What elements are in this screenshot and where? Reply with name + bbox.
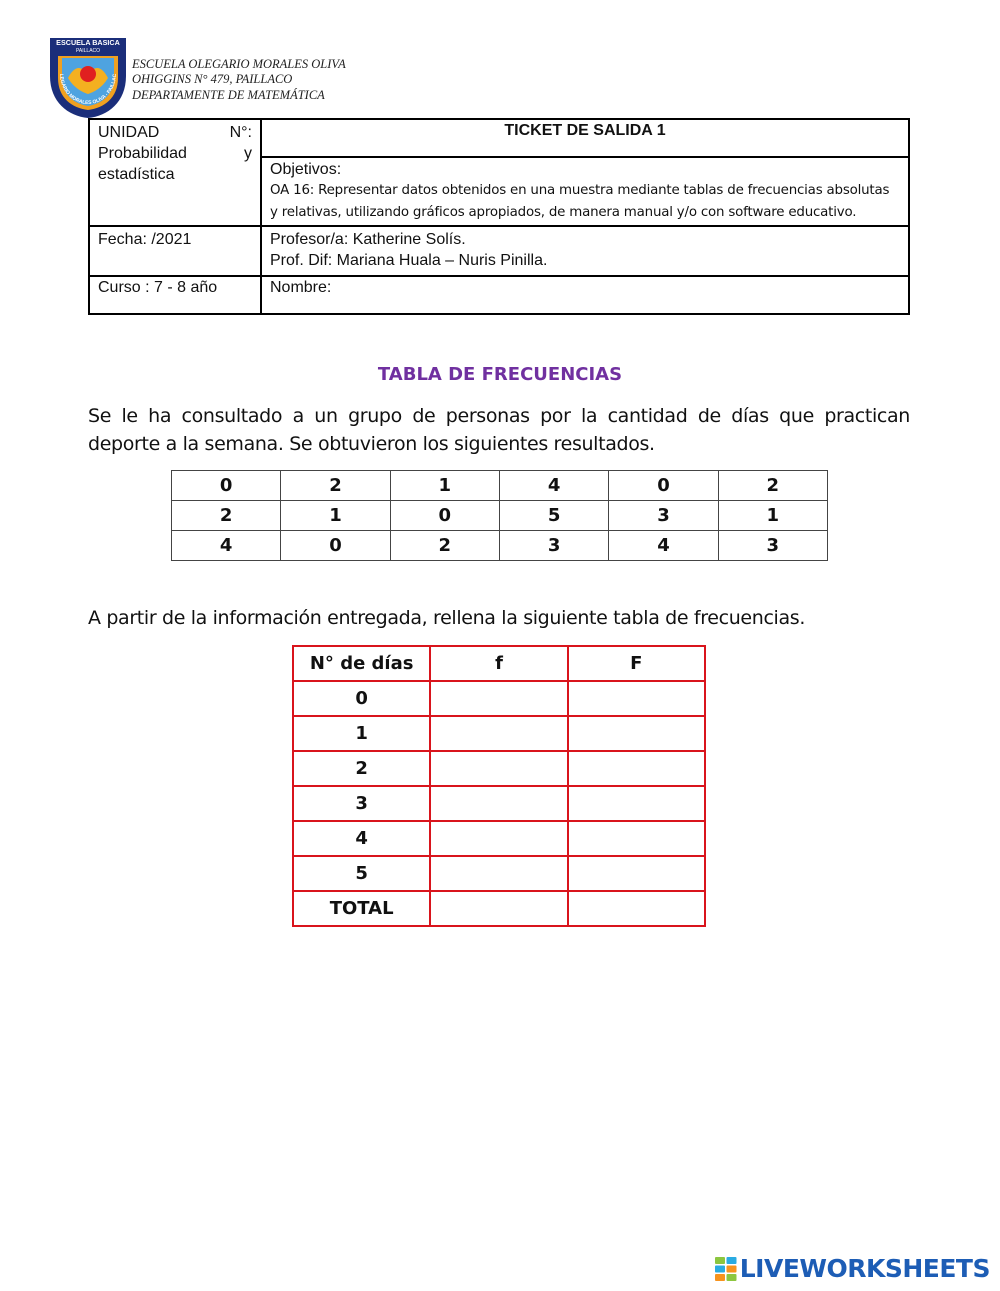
data-row (172, 531, 828, 561)
frequency-row (293, 856, 705, 891)
data-table (171, 470, 828, 561)
unidad-name-connector: y (244, 145, 252, 162)
f-input-cell[interactable] (430, 821, 567, 856)
f-total-input-cell[interactable] (430, 891, 567, 926)
fecha-label: Fecha: /2021 (98, 231, 192, 248)
data-cell: 5 (499, 501, 608, 531)
svg-text:ESCUELA BASICA: ESCUELA BASICA (56, 38, 120, 47)
days-value: 3 (293, 786, 430, 821)
unidad-label: UNIDAD (98, 124, 160, 141)
days-value: 1 (293, 716, 430, 751)
school-department: DEPARTAMENTE DE MATEMÁTICA (132, 88, 325, 102)
F-input-cell[interactable] (568, 821, 705, 856)
unidad-number-label: N°: (229, 124, 252, 141)
data-cell: 1 (281, 501, 390, 531)
unidad-name-part-2: estadística (98, 166, 175, 183)
data-cell: 1 (390, 471, 499, 501)
data-cell: 4 (172, 531, 281, 561)
f-input-cell[interactable] (430, 786, 567, 821)
section-title: TABLA DE FRECUENCIAS (377, 364, 623, 385)
prof-dif-text: Prof. Dif: Mariana Huala – Nuris Pinilla. (270, 252, 548, 269)
data-cell: 1 (718, 501, 827, 531)
frequency-row (293, 716, 705, 751)
intro-text: Se le ha consultado a un grupo de personas por la cantidad de días que practican deporte a la semana. Se obtuvieron los siguientes resultados. (88, 405, 910, 455)
header-dias: N° de días (293, 646, 430, 681)
data-cell: 2 (281, 471, 390, 501)
data-cell: 4 (499, 471, 608, 501)
days-value: 2 (293, 751, 430, 786)
data-cell: 2 (718, 471, 827, 501)
liveworksheets-brand (715, 1254, 990, 1283)
data-row (172, 501, 828, 531)
liveworksheets-logo-icon (715, 1257, 737, 1281)
objetivos-cell (261, 157, 909, 226)
curso-text: Curso : 7 - 8 año (98, 279, 218, 296)
instruction-text: A partir de la información entregada, rellena la siguiente tabla de frecuencias. (88, 607, 806, 629)
F-total-input-cell[interactable] (568, 891, 705, 926)
nombre-label: Nombre: (270, 279, 332, 296)
F-input-cell[interactable] (568, 786, 705, 821)
unidad-cell (89, 119, 261, 226)
days-value: 5 (293, 856, 430, 891)
f-input-cell[interactable] (430, 716, 567, 751)
frequency-row (293, 751, 705, 786)
objetivos-text: OA 16: Representar datos obtenidos en una muestra mediante tablas de frecuencias absolutas y relativas, utilizando gráficos apropiados, de manera manual y/o con software educativo. (270, 183, 890, 220)
data-cell: 3 (499, 531, 608, 561)
days-value: 0 (293, 681, 430, 716)
data-cell: 0 (281, 531, 390, 561)
frequency-total-row (293, 891, 705, 926)
f-input-cell[interactable] (430, 856, 567, 891)
F-input-cell[interactable] (568, 681, 705, 716)
nombre-cell[interactable] (261, 276, 909, 314)
school-name: ESCUELA OLEGARIO MORALES OLIVA (132, 57, 346, 71)
F-input-cell[interactable] (568, 716, 705, 751)
F-input-cell[interactable] (568, 856, 705, 891)
frequency-row (293, 681, 705, 716)
data-cell: 3 (609, 501, 718, 531)
objetivos-label: Objetivos: (270, 161, 342, 178)
liveworksheets-wordmark: LIVEWORKSHEETS (739, 1254, 990, 1283)
frequency-row (293, 821, 705, 856)
data-cell: 2 (390, 531, 499, 561)
header-F: F (568, 646, 705, 681)
svg-text:PAILLACO: PAILLACO (75, 48, 101, 54)
data-cell: 0 (172, 471, 281, 501)
data-cell: 0 (609, 471, 718, 501)
f-input-cell[interactable] (430, 681, 567, 716)
frequency-table (292, 645, 706, 927)
info-table (88, 118, 910, 315)
header-f: f (430, 646, 567, 681)
svg-text:OLEGARIO MORALES OLIVA - PAILL: LEGARIO MORALES OLIVA - PAILLAC (57, 73, 119, 107)
ticket-title: TICKET DE SALIDA 1 (261, 119, 909, 157)
unidad-name-part-1: Probabilidad (98, 145, 187, 162)
frequency-row (293, 786, 705, 821)
days-value: 4 (293, 821, 430, 856)
school-logo (48, 36, 128, 120)
fecha-cell[interactable] (89, 226, 261, 276)
data-row (172, 471, 828, 501)
curso-cell (89, 276, 261, 314)
school-address: OHIGGINS N° 479, PAILLACO (132, 72, 293, 86)
total-label: TOTAL (293, 891, 430, 926)
F-input-cell[interactable] (568, 751, 705, 786)
data-cell: 3 (718, 531, 827, 561)
f-input-cell[interactable] (430, 751, 567, 786)
data-cell: 2 (172, 501, 281, 531)
profesor-text: Profesor/a: Katherine Solís. (270, 231, 466, 248)
data-cell: 4 (609, 531, 718, 561)
frequency-header-row (293, 646, 705, 681)
profesor-cell (261, 226, 909, 276)
data-cell: 0 (390, 501, 499, 531)
